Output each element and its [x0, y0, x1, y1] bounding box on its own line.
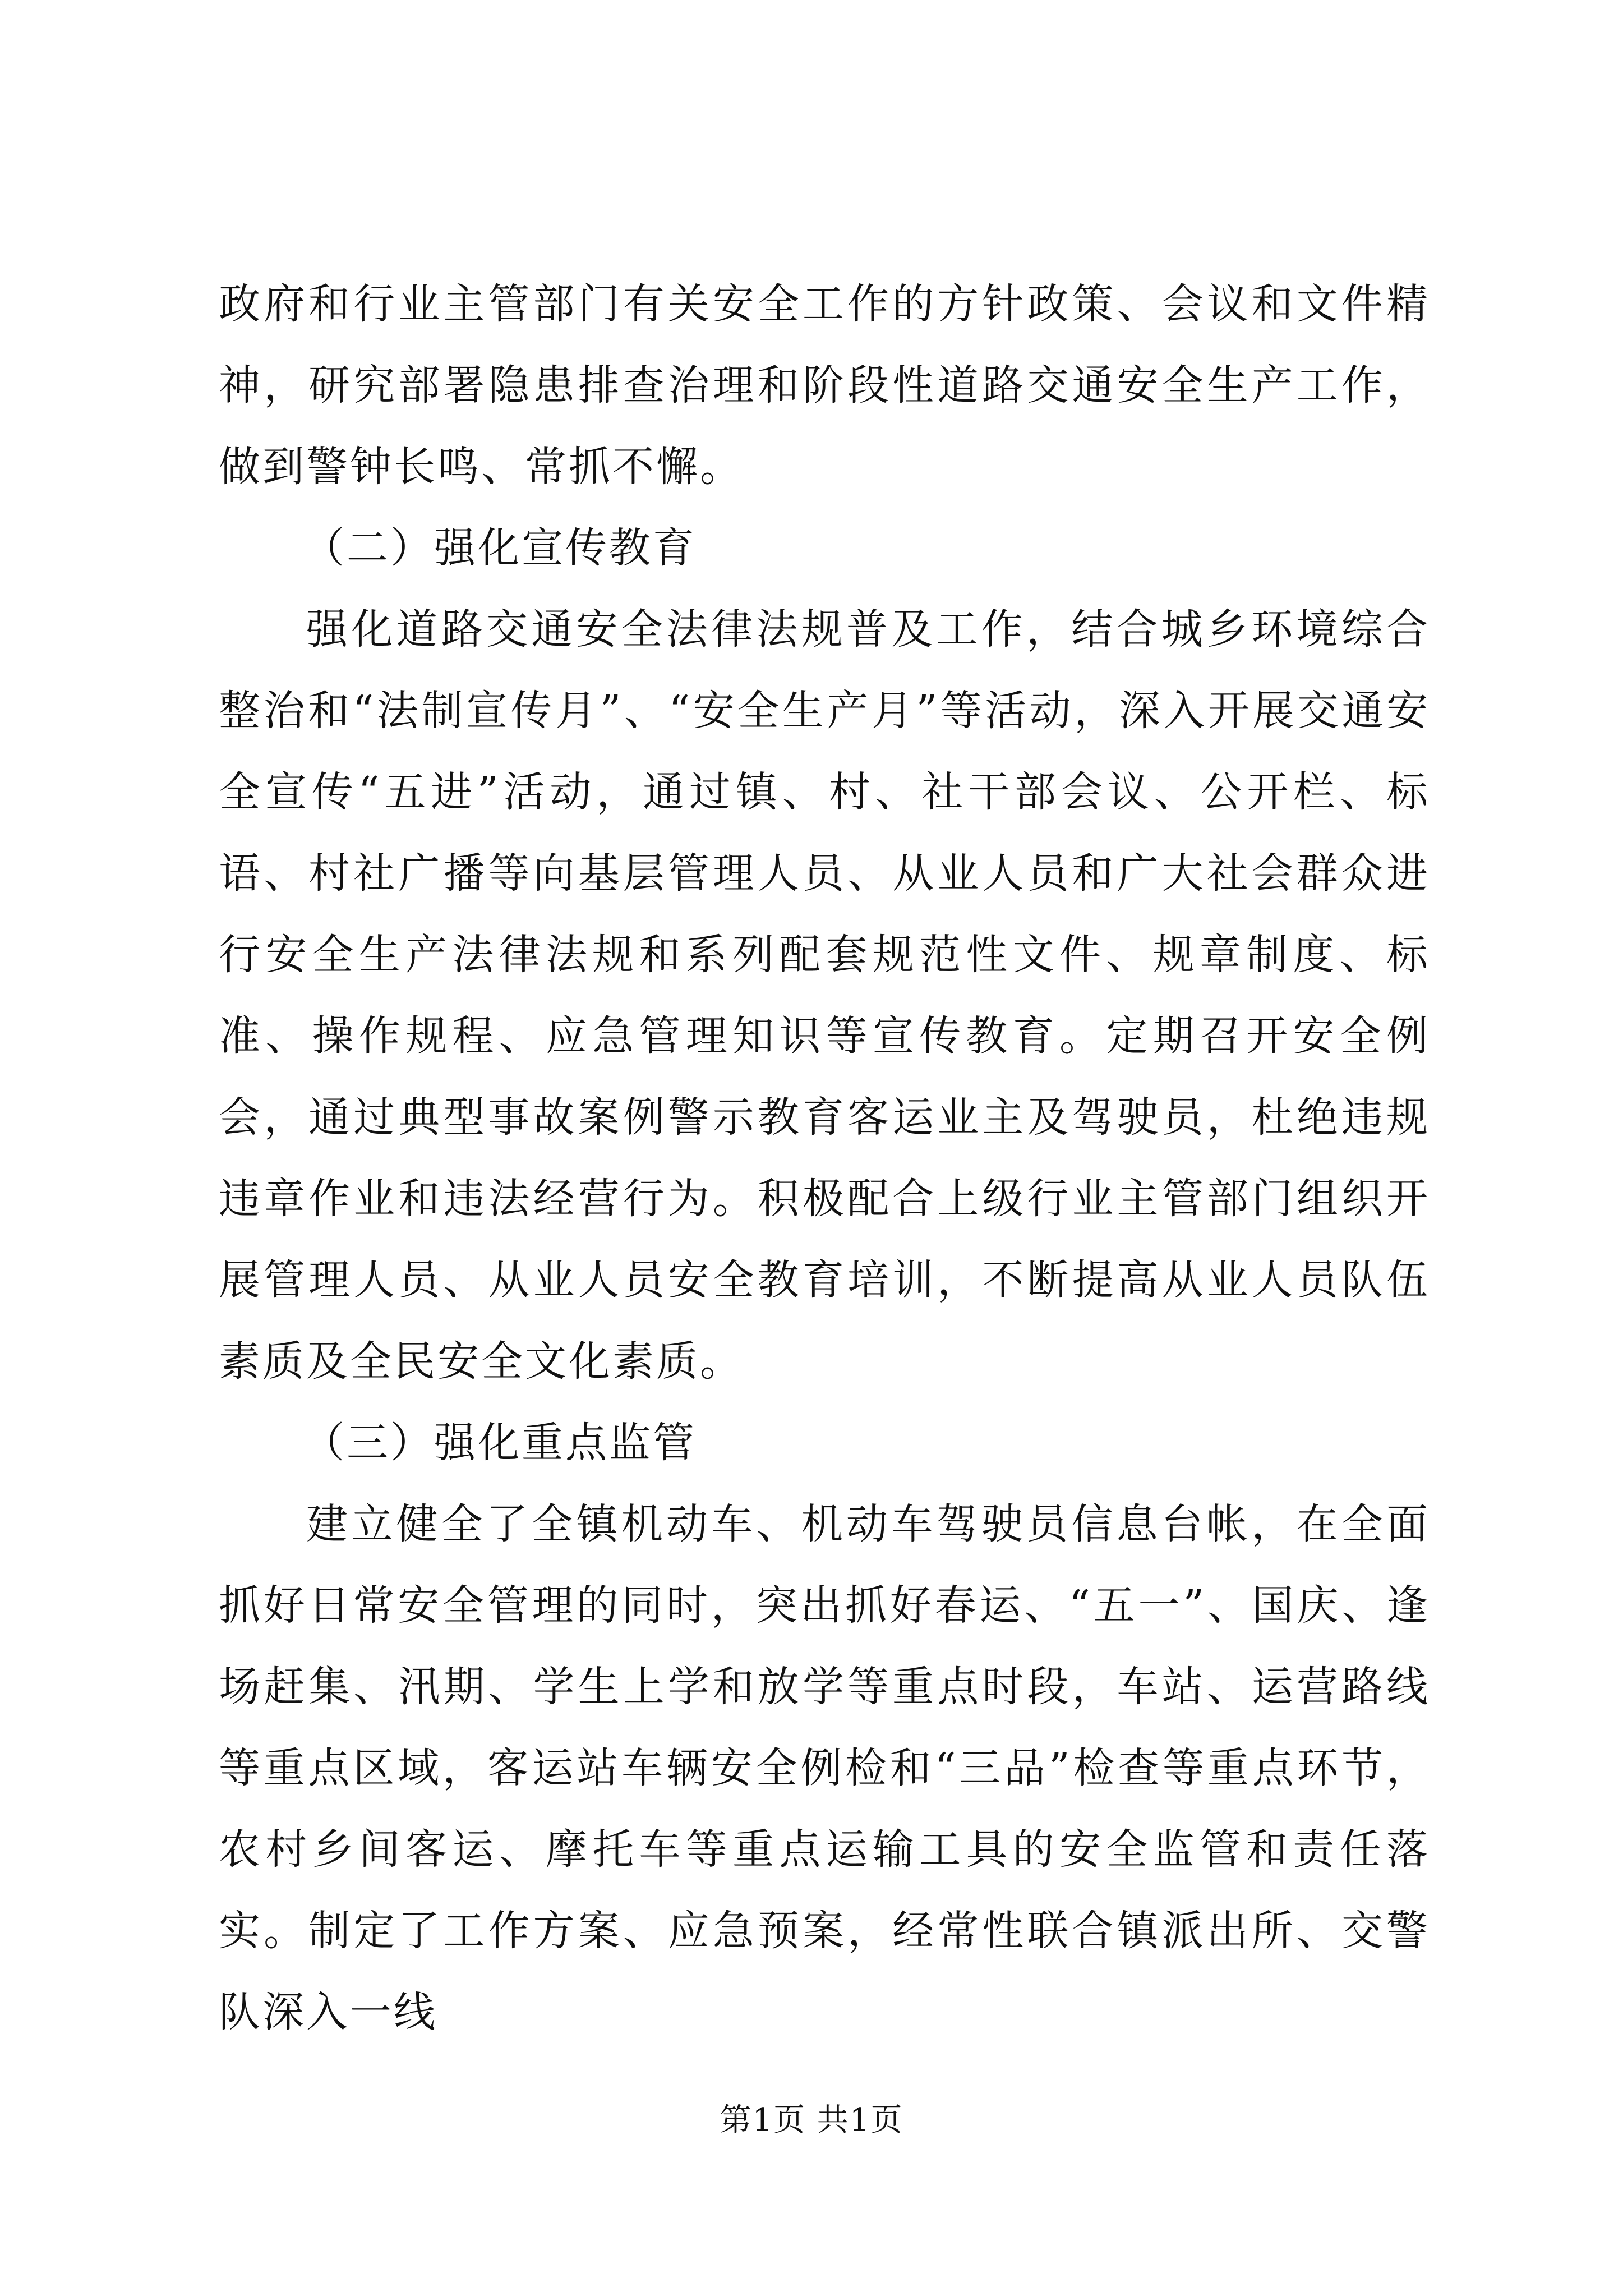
- section-heading-3: （三）强化重点监管: [303, 1419, 697, 1467]
- section-heading-2: （二）强化宣传教育: [303, 524, 697, 572]
- paragraph-key-supervision: 建立健全了全镇机动车、机动车驾驶员信息台帐，在全面抓好日常安全管理的同时，突出抓好春运、“五一”、国庆、逢场赶集、汛期、学生上学和放学等重点时段，车站、运营路线等重点区域，客运站车辆安全例检和“三品”检查等重点环节，农村乡间客运、摩托车等重点运输工具的安全监管和责任落实。制定了工作方案、应急预案，经常性联合镇派出所、交警队深入一线: [219, 1500, 1430, 2036]
- paragraph-publicity-education: 强化道路交通安全法律法规普及工作，结合城乡环境综合整治和“法制宣传月”、“安全生产月”等活动，深入开展交通安全宣传“五进”活动，通过镇、村、社干部会议、公开栏、标语、村社广播等向基层管理人员、从业人员和广大社会群众进行安全生产法律法规和系列配套规范性文件、规章制度、标准、操作规程、应急管理知识等宣传教育。定期召开安全例会，通过典型事故案例警示教育客运业主及驾驶员，杜绝违规违章作业和违法经营行为。积极配合上级行业主管部门组织开展管理人员、从业人员安全教育培训，不断提高从业人员队伍素质及全民安全文化素质。: [219, 605, 1430, 1386]
- document-body: [219, 264, 1430, 2053]
- paragraph-continued: 政府和行业主管部门有关安全工作的方针政策、会议和文件精神，研究部署隐患排查治理和阶段性道路交通安全生产工作，做到警钟长鸣、常抓不懈。: [219, 280, 1430, 491]
- page-footer: 第1页 共1页: [720, 2102, 903, 2138]
